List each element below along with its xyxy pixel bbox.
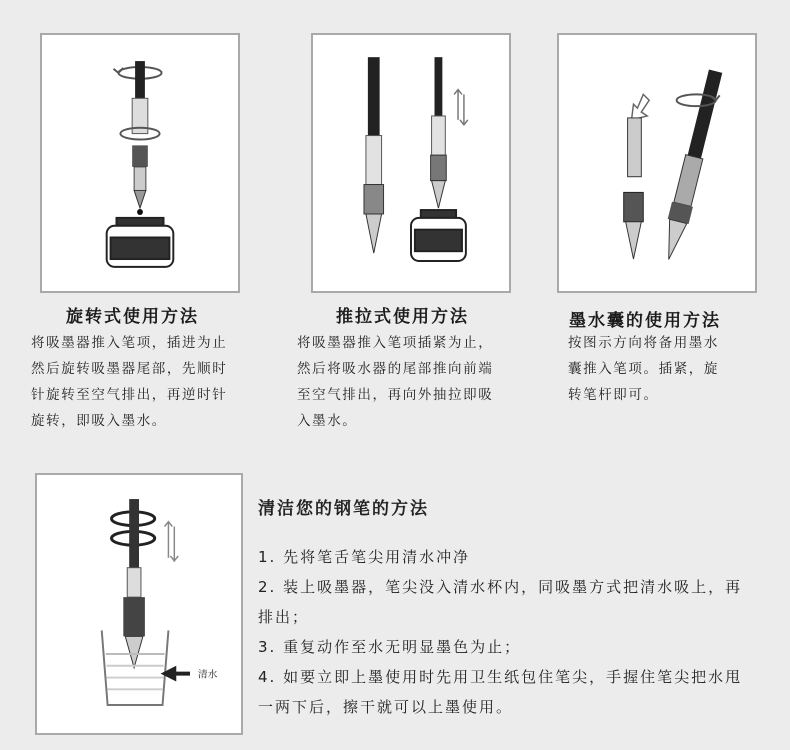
ink-bottle — [411, 210, 466, 261]
text-line: 然后将吸水器的尾部推向前端 — [297, 361, 494, 377]
text-line: 旋转，即吸入墨水。 — [31, 413, 167, 429]
cartridge-method-text — [568, 330, 764, 408]
push-pull-method-illustration — [311, 33, 511, 293]
cleaning-illustration — [35, 473, 243, 735]
cleaning-step: 2. 装上吸墨器，笔尖没入清水杯内，同吸墨方式把清水吸上，再排出； — [258, 578, 743, 626]
text-line: 针旋转至空气排出，再逆时针 — [31, 387, 228, 403]
text-line: 将吸墨器推入笔项插紧为止， — [297, 335, 494, 351]
cartridge-method-illustration — [557, 33, 757, 293]
rotate-method-illustration — [40, 33, 240, 293]
text-line: 将吸墨器推入笔项，插进为止 — [31, 335, 228, 351]
text-line: 按图示方向将备用墨水 — [568, 335, 719, 351]
push-pull-method-title: 推拉式使用方法 — [336, 307, 469, 327]
push-pull-method-text — [297, 330, 537, 434]
push-pull-arrow-icon — [454, 90, 468, 125]
text-line: 入墨水。 — [297, 413, 358, 429]
rotate-method-text — [31, 330, 269, 434]
ink-bottle — [107, 218, 174, 267]
cleaning-step: 4. 如要立即上墨使用时先用卫生纸包住笔尖，手握住笔尖把水甩一两下后，擦干就可以上墨使用。 — [258, 668, 743, 716]
cleaning-step: 1. 先将笔舌笔尖用清水冲净 — [258, 548, 471, 566]
down-arrow-icon — [632, 94, 650, 119]
rotate-method-title: 旋转式使用方法 — [66, 307, 199, 327]
push-pull-arrow-icon — [165, 522, 179, 562]
text-line: 转笔杆即可。 — [568, 387, 659, 403]
cartridge-method-figure — [559, 35, 755, 291]
text-line: 囊推入笔项。插紧，旋 — [568, 361, 719, 377]
text-line: 然后旋转吸墨器尾部，先顺时 — [31, 361, 228, 377]
water-label: 清水 — [197, 669, 218, 681]
text-line: 至空气排出，再向外抽拉即吸 — [297, 387, 494, 403]
cleaning-title: 清洁您的钢笔的方法 — [258, 499, 429, 519]
cleaning-steps — [258, 542, 758, 722]
cartridge-method-title: 墨水囊的使用方法 — [569, 311, 721, 331]
rotate-method-figure — [42, 35, 238, 291]
cleaning-step: 3. 重复动作至水无明显墨色为止； — [258, 638, 522, 656]
push-pull-method-figure — [313, 35, 509, 291]
cleaning-figure — [37, 475, 241, 733]
